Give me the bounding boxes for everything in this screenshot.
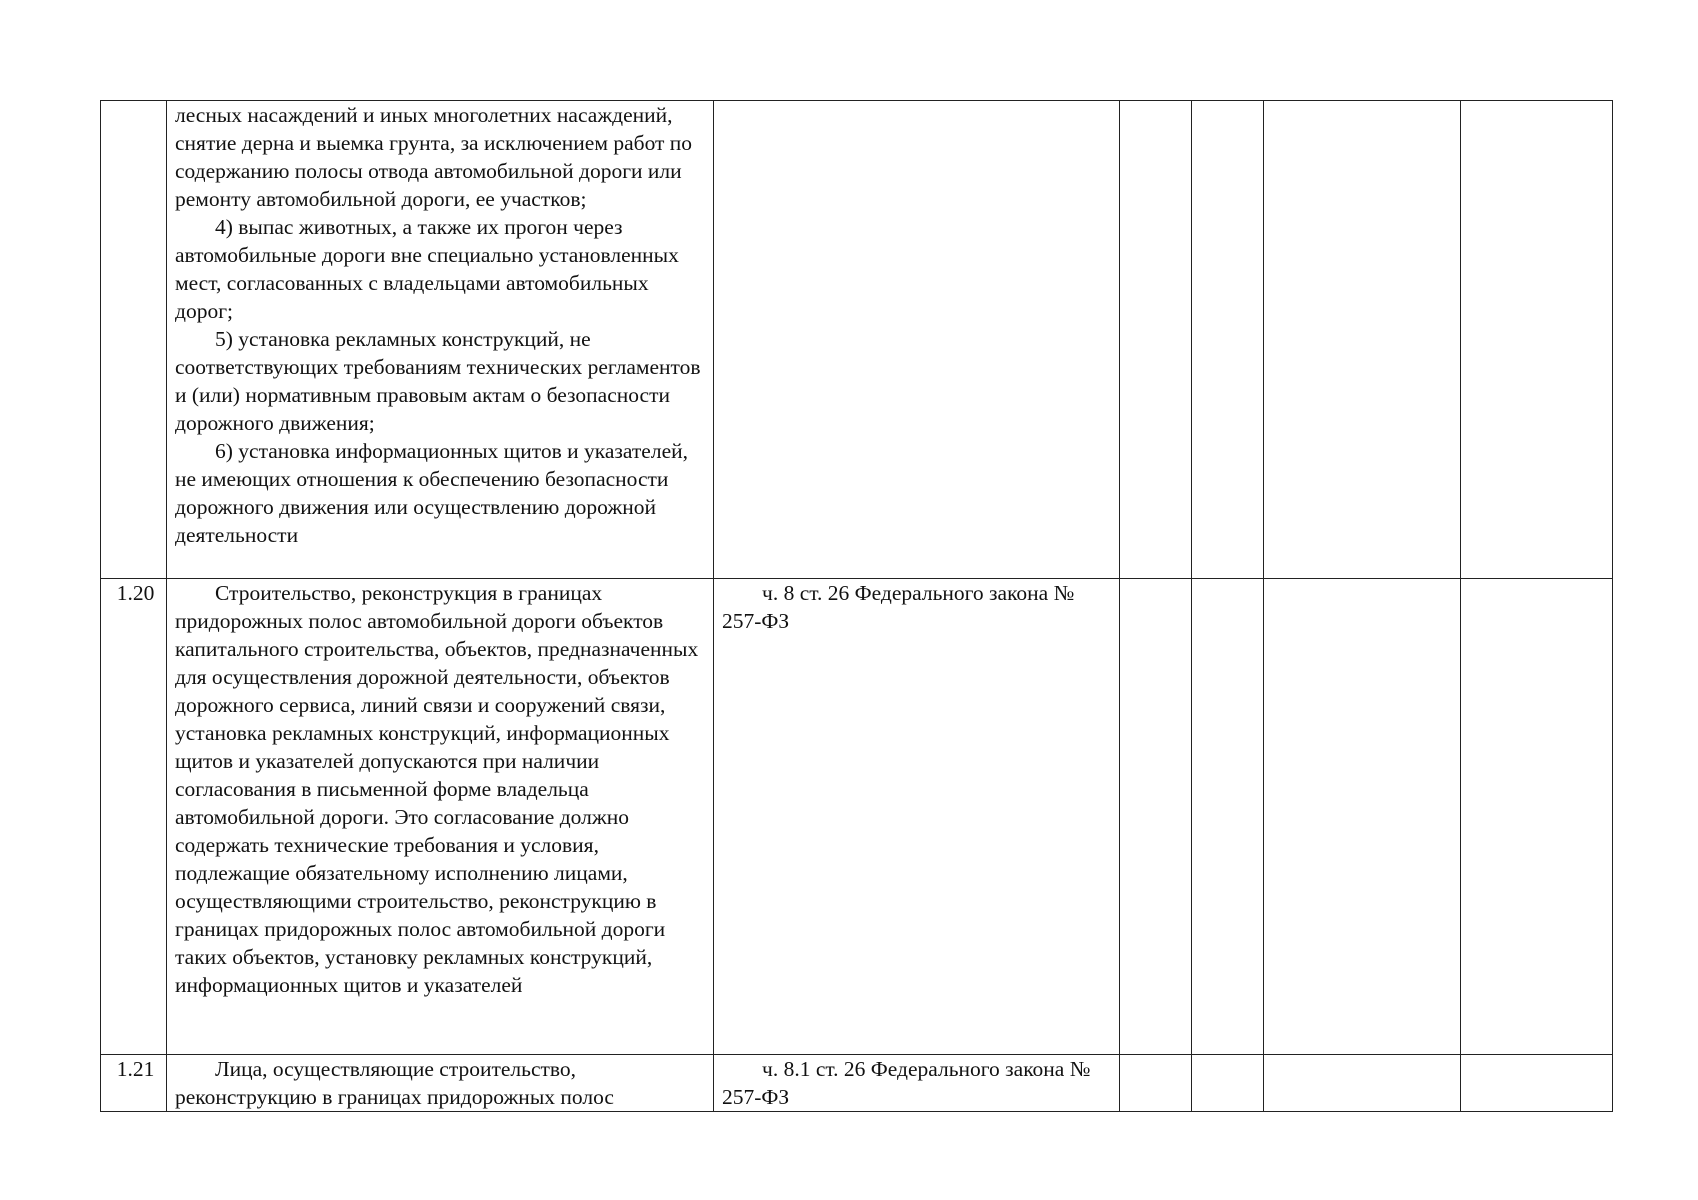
- requirement-paragraph: лесных насаждений и иных многолетних насаждений, снятие дерна и выемка грунта, за исключением работ по содержанию полосы отвода автомобильной дороги или ремонту автомобильной дороги, ее участков;: [175, 103, 693, 211]
- empty-cell: [1461, 101, 1613, 579]
- empty-cell: [1192, 579, 1264, 1055]
- empty-cell: [1461, 579, 1613, 1055]
- table-row: [101, 1055, 1613, 1112]
- row-number-cell: 1.21: [101, 1055, 167, 1112]
- empty-cell: [1192, 101, 1264, 579]
- reference-cell: [714, 1055, 1120, 1112]
- row-number-cell: [101, 101, 167, 579]
- empty-cell: [1120, 101, 1192, 579]
- table-row: [101, 579, 1613, 1055]
- row-number-cell: 1.20: [101, 579, 167, 1055]
- requirement-paragraph: 5) установка рекламных конструкций, не соответствующих требованиям технических регламентов и (или) нормативным правовым актам о безопасности дорожного движения;: [175, 327, 701, 435]
- requirement-paragraph: Строительство, реконструкция в границах придорожных полос автомобильной дороги объектов капитального строительства, объектов, предназначенных для осуществления дорожной деятельности, объектов дорожного сервиса, линий связи и сооружений связи, установка рекламных конструкций, информационных щитов и указателей допускаются при наличии согласования в письменной форме владельца автомобильной дороги. Это согласование должно содержать технические требования и условия, подлежащие обязательному исполнению лицами, осуществляющими строительство, реконструкцию в границах придорожных полос автомобильной дороги таких объектов, установку рекламных конструкций, информационных щитов и указателей: [175, 581, 699, 997]
- requirement-paragraph: 6) установка информационных щитов и указателей, не имеющих отношения к обеспечению безопасности дорожного движения или осуществлению дорожной деятельности: [175, 439, 688, 547]
- reference-text: ч. 8.1 ст. 26 Федерального закона № 257-ФЗ: [722, 1057, 1091, 1109]
- requirement-paragraph: 4) выпас животных, а также их прогон через автомобильные дороги вне специально установленных мест, согласованных с владельцами автомобильных дорог;: [175, 215, 679, 323]
- requirements-table: [100, 100, 1613, 1112]
- reference-cell: [714, 101, 1120, 579]
- table-row: [101, 101, 1613, 579]
- requirement-cell: [167, 101, 714, 579]
- requirement-cell: [167, 1055, 714, 1112]
- requirement-paragraph: Лица, осуществляющие строительство, реконструкцию в границах придорожных полос: [175, 1057, 614, 1109]
- requirement-cell: [167, 579, 714, 1055]
- empty-cell: [1192, 1055, 1264, 1112]
- empty-cell: [1120, 1055, 1192, 1112]
- empty-cell: [1461, 1055, 1613, 1112]
- empty-cell: [1120, 579, 1192, 1055]
- reference-cell: [714, 579, 1120, 1055]
- empty-cell: [1264, 579, 1461, 1055]
- reference-text: ч. 8 ст. 26 Федерального закона № 257-ФЗ: [722, 581, 1075, 633]
- empty-cell: [1264, 101, 1461, 579]
- empty-cell: [1264, 1055, 1461, 1112]
